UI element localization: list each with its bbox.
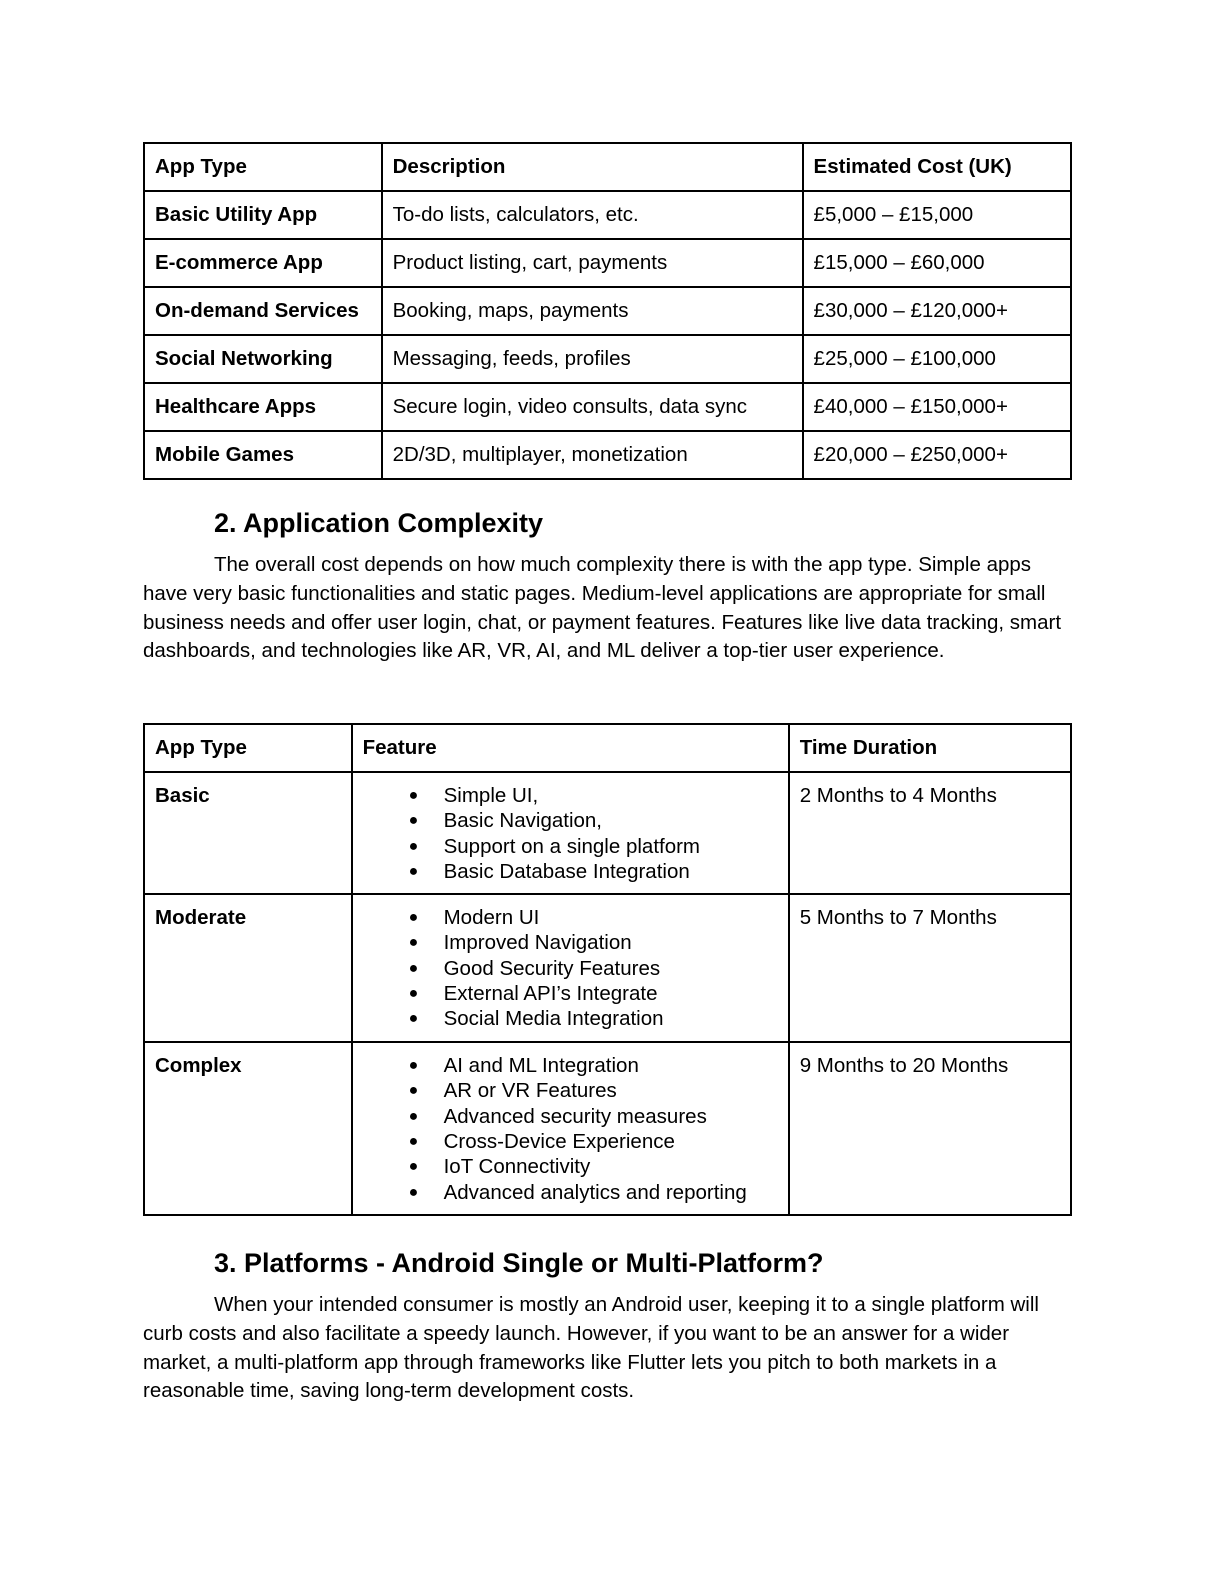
table-row [144, 383, 1071, 431]
table-row [144, 1042, 1071, 1215]
cost-cell: £15,000 – £60,000 [803, 239, 1071, 287]
bullet-icon: ● [408, 862, 419, 880]
table-row [144, 239, 1071, 287]
description-cell: Secure login, video consults, data sync [382, 383, 803, 431]
table-header-cell: App Type [144, 724, 352, 772]
cost-cell: £25,000 – £100,000 [803, 335, 1071, 383]
list-item: ● Simple UI, [408, 784, 539, 807]
list-item: ● Improved Navigation [408, 931, 632, 955]
cost-cell: £40,000 – £150,000+ [803, 383, 1071, 431]
table-header-row [144, 724, 1071, 772]
app-type-cell: E-commerce App [144, 239, 382, 287]
duration-cell: 5 Months to 7 Months [789, 894, 1071, 1042]
bullet-icon: ● [408, 812, 419, 830]
bullet-icon: ● [408, 1133, 419, 1151]
cost-cell: £20,000 – £250,000+ [803, 431, 1071, 479]
paragraph-complexity: The overall cost depends on how much complexity there is with the app type. Simple apps have very basic functionalities and static pages. Medium-level applications are appropriate for small business needs and offer user login, chat, or payment features. Features like live data tracking, smart dashboards, and technologies like AR, VR, AI, and ML deliver a top-tier user experience. [143, 553, 1062, 663]
app-type-cell: Mobile Games [144, 431, 382, 479]
list-item: ● Modern UI [408, 906, 540, 930]
feature-list [363, 783, 778, 884]
duration-cell: 9 Months to 20 Months [789, 1042, 1071, 1215]
bullet-icon: ● [408, 985, 419, 1003]
app-type-cell: Basic [144, 772, 352, 894]
app-type-cell: Moderate [144, 894, 352, 1042]
table-row [144, 894, 1071, 1042]
list-item: ● Advanced analytics and reporting [408, 1180, 747, 1204]
list-item: ● Support on a single platform [408, 834, 701, 858]
description-cell: Booking, maps, payments [382, 287, 803, 335]
description-cell: Messaging, feeds, profiles [382, 335, 803, 383]
table-header-row [144, 143, 1071, 191]
section-heading-platforms: 3. Platforms - Android Single or Multi-Platform? [214, 1248, 824, 1278]
table-row [144, 287, 1071, 335]
feature-list [363, 1053, 778, 1205]
list-item: ● Advanced security measures [408, 1104, 707, 1128]
list-item: ● Cross-Device Experience [408, 1130, 675, 1154]
bullet-icon: ● [408, 909, 419, 927]
section-heading-complexity: 2. Application Complexity [214, 508, 544, 538]
list-item: ● AR or VR Features [408, 1079, 617, 1103]
cost-table [143, 142, 1072, 480]
paragraph-platforms: When your intended consumer is mostly an Android user, keeping it to a single platform will curb costs and also facilitate a speedy launch. However, if you want to be an answer for a wider market, a multi-platform app through frameworks like Flutter lets you pitch to both markets in a reasonable time, saving long-term development costs. [143, 1293, 1039, 1403]
bullet-icon: ● [408, 1082, 419, 1100]
cost-cell: £30,000 – £120,000+ [803, 287, 1071, 335]
list-item: ● Social Media Integration [408, 1007, 664, 1031]
complexity-table [143, 723, 1072, 1216]
list-item: ● External API’s Integrate [408, 982, 658, 1006]
table-header-cell: App Type [144, 143, 382, 191]
description-cell: Product listing, cart, payments [382, 239, 803, 287]
feature-cell [352, 894, 789, 1042]
table-row [144, 772, 1071, 894]
bullet-icon: ● [408, 787, 419, 804]
description-cell: To-do lists, calculators, etc. [382, 191, 803, 239]
bullet-icon: ● [408, 1057, 419, 1075]
bullet-icon: ● [408, 837, 419, 855]
bullet-icon: ● [408, 1010, 419, 1028]
list-item: ● Good Security Features [408, 956, 661, 980]
cost-cell: £5,000 – £15,000 [803, 191, 1071, 239]
list-item: ● Basic Navigation, [408, 809, 602, 833]
app-type-cell: On-demand Services [144, 287, 382, 335]
bullet-icon: ● [408, 1183, 419, 1201]
table-header-cell: Time Duration [789, 724, 1071, 772]
bullet-icon: ● [408, 1158, 419, 1176]
duration-cell: 2 Months to 4 Months [789, 772, 1071, 894]
table-header-cell: Estimated Cost (UK) [803, 143, 1071, 191]
list-item: ● AI and ML Integration [408, 1054, 639, 1078]
app-type-cell: Healthcare Apps [144, 383, 382, 431]
list-item: ● Basic Database Integration [408, 859, 690, 883]
feature-list [363, 905, 778, 1031]
feature-cell [352, 1042, 789, 1215]
table-row [144, 191, 1071, 239]
table-row [144, 335, 1071, 383]
table-header-cell: Feature [352, 724, 789, 772]
app-type-cell: Basic Utility App [144, 191, 382, 239]
feature-cell [352, 772, 789, 894]
bullet-icon: ● [408, 1107, 419, 1125]
table-row [144, 431, 1071, 479]
list-item: ● IoT Connectivity [408, 1155, 591, 1179]
table-header-cell: Description [382, 143, 803, 191]
app-type-cell: Social Networking [144, 335, 382, 383]
bullet-icon: ● [408, 959, 419, 977]
bullet-icon: ● [408, 934, 419, 952]
app-type-cell: Complex [144, 1042, 352, 1215]
description-cell: 2D/3D, multiplayer, monetization [382, 431, 803, 479]
